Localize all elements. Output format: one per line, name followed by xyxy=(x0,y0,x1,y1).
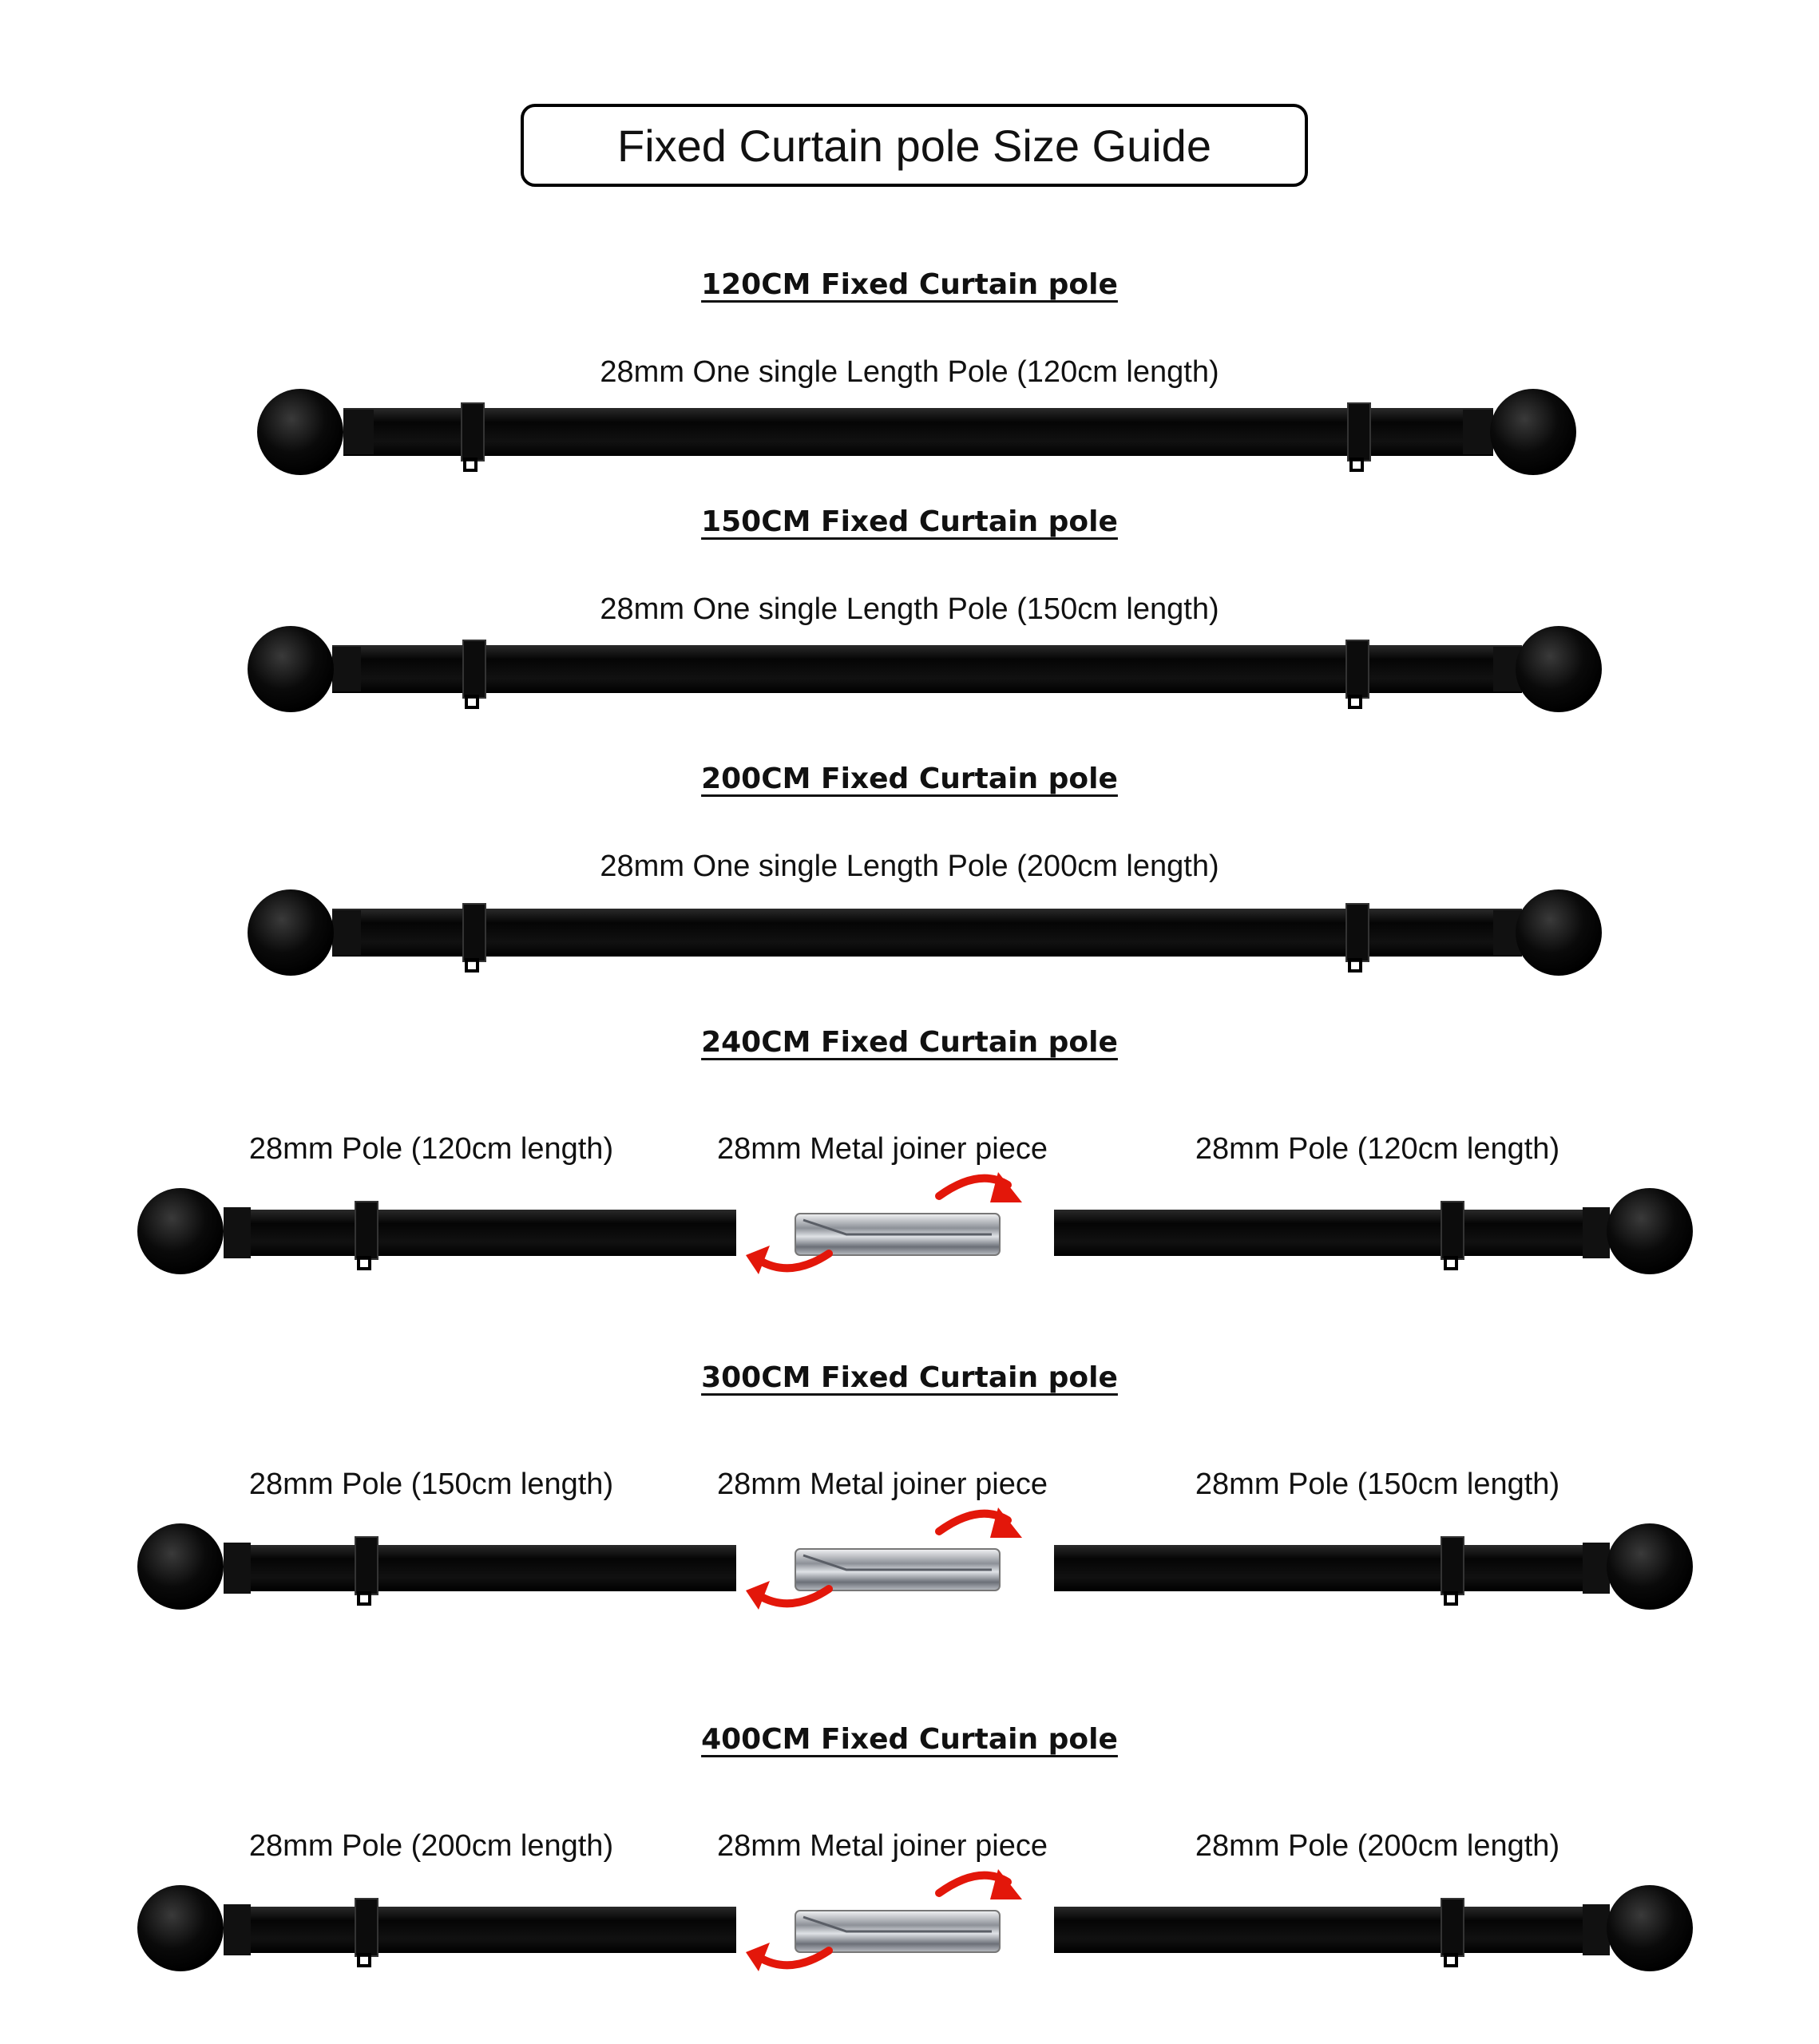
pole-120 xyxy=(257,389,1576,475)
joiner-caption-300: 28mm Metal joiner piece xyxy=(717,1468,1048,1501)
joiner-caption-240: 28mm Metal joiner piece xyxy=(717,1132,1048,1166)
ball-finial-icon xyxy=(137,1188,224,1274)
bracket-icon xyxy=(1441,1202,1464,1259)
left-pole-caption-400: 28mm Pole (200cm length) xyxy=(248,1829,614,1863)
rod xyxy=(343,408,1493,456)
bracket-icon xyxy=(355,1899,378,1956)
ball-finial-icon xyxy=(1516,626,1602,712)
left-pole-caption-300: 28mm Pole (150cm length) xyxy=(248,1468,614,1501)
left-pole-caption-240: 28mm Pole (120cm length) xyxy=(248,1132,614,1166)
ball-finial-icon xyxy=(248,889,334,976)
pole-240 xyxy=(137,1172,1693,1274)
bracket-icon xyxy=(1348,403,1370,470)
pole-caption-120: 28mm One single Length Pole (120cm length) xyxy=(600,355,1219,389)
bracket-icon xyxy=(462,403,484,470)
ball-finial-icon xyxy=(1607,1188,1693,1274)
section-heading-120: 120CM Fixed Curtain pole xyxy=(701,268,1118,301)
rod xyxy=(332,645,1522,693)
ball-finial-icon xyxy=(1607,1885,1693,1971)
section-heading-200: 200CM Fixed Curtain pole xyxy=(701,763,1118,795)
left-pole xyxy=(137,1523,736,1610)
pole-200 xyxy=(248,889,1602,976)
right-pole-caption-300: 28mm Pole (150cm length) xyxy=(1195,1468,1560,1501)
right-pole xyxy=(1054,1885,1693,1971)
ball-finial-icon xyxy=(137,1885,224,1971)
curved-arrow-icon xyxy=(939,1172,1022,1202)
section-heading-150: 150CM Fixed Curtain pole xyxy=(701,505,1118,538)
left-pole xyxy=(137,1188,736,1274)
bracket-icon xyxy=(1441,1537,1464,1594)
right-pole xyxy=(1054,1188,1693,1274)
curved-arrow-icon xyxy=(939,1869,1022,1899)
section-heading-240: 240CM Fixed Curtain pole xyxy=(701,1026,1118,1059)
metal-joiner-icon xyxy=(795,1549,1000,1590)
end-collar xyxy=(332,647,361,691)
left-pole xyxy=(137,1885,736,1971)
right-pole-caption-240: 28mm Pole (120cm length) xyxy=(1195,1132,1560,1166)
end-collar xyxy=(1463,410,1493,454)
ball-finial-icon xyxy=(137,1523,224,1610)
ball-finial-icon xyxy=(1607,1523,1693,1610)
pole-300 xyxy=(137,1507,1693,1610)
bracket-icon xyxy=(355,1537,378,1594)
bracket-icon xyxy=(355,1202,378,1259)
pole-400 xyxy=(137,1869,1693,1971)
bracket-icon xyxy=(1346,640,1369,707)
ball-finial-icon xyxy=(1490,389,1576,475)
end-collar xyxy=(332,910,361,955)
bracket-icon xyxy=(1441,1899,1464,1956)
ball-finial-icon xyxy=(1516,889,1602,976)
bracket-icon xyxy=(463,904,485,971)
right-pole xyxy=(1054,1523,1693,1610)
end-collar xyxy=(343,410,374,454)
pole-caption-150: 28mm One single Length Pole (150cm length) xyxy=(600,592,1219,626)
pole-150 xyxy=(248,626,1602,712)
section-heading-400: 400CM Fixed Curtain pole xyxy=(701,1723,1118,1756)
rod xyxy=(332,909,1522,957)
bracket-icon xyxy=(463,640,485,707)
right-pole-caption-400: 28mm Pole (200cm length) xyxy=(1195,1829,1560,1863)
page-title: Fixed Curtain pole Size Guide xyxy=(521,104,1308,187)
ball-finial-icon xyxy=(257,389,343,475)
metal-joiner-icon xyxy=(795,1911,1000,1952)
bracket-icon xyxy=(1346,904,1369,971)
curved-arrow-icon xyxy=(939,1507,1022,1538)
metal-joiner-icon xyxy=(795,1214,1000,1255)
joiner-caption-400: 28mm Metal joiner piece xyxy=(717,1829,1048,1863)
section-heading-300: 300CM Fixed Curtain pole xyxy=(701,1361,1118,1394)
ball-finial-icon xyxy=(248,626,334,712)
pole-caption-200: 28mm One single Length Pole (200cm length) xyxy=(600,850,1219,883)
